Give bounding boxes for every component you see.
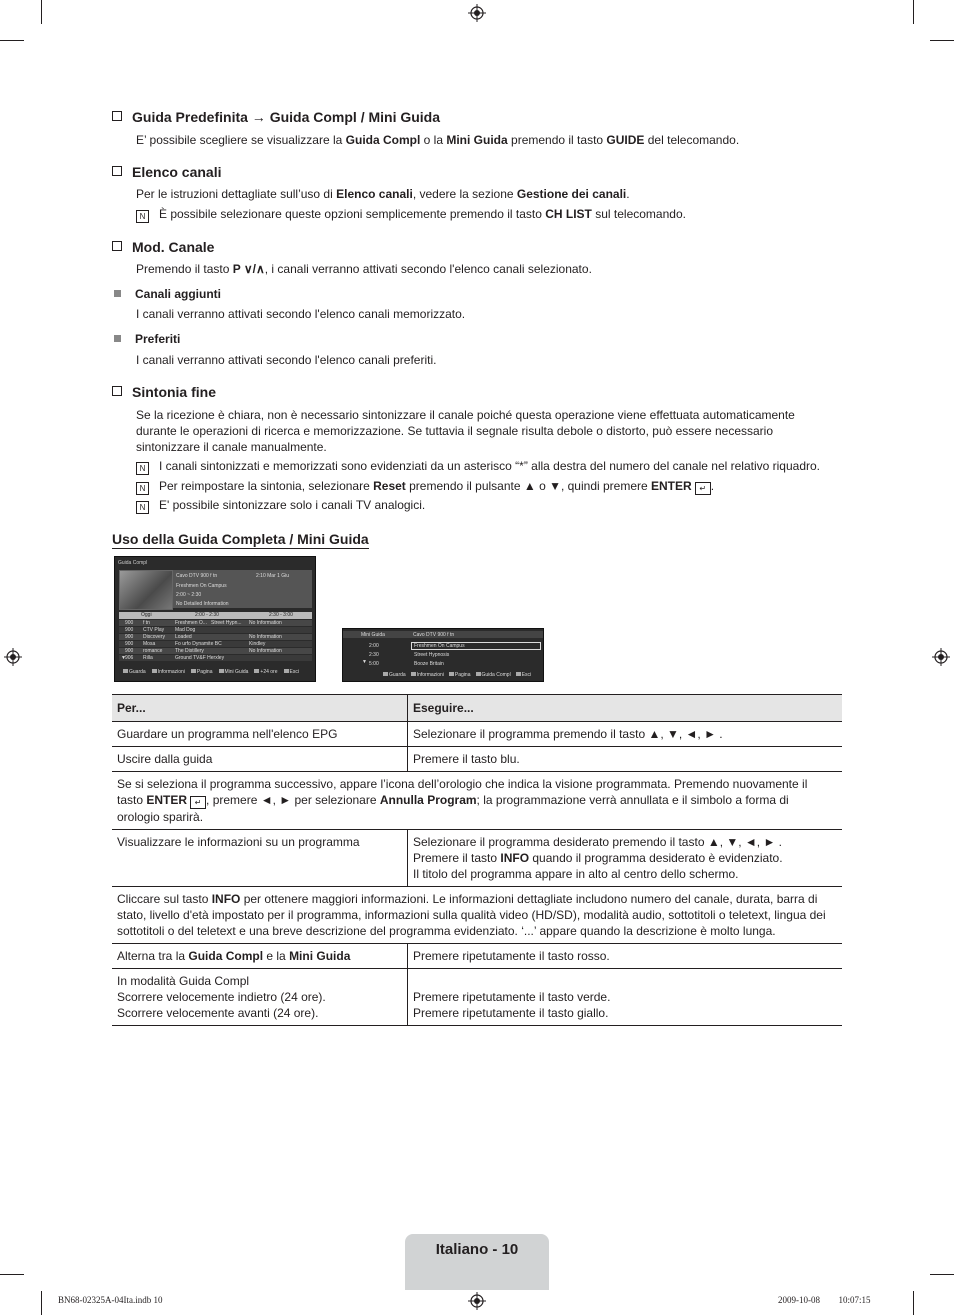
- enter-icon: ↵: [695, 482, 711, 495]
- text: durante le operazioni di ricerca e memorizzazione. Se tuttavia il segnale risulta debole o distorto, può essere necessario: [136, 424, 774, 438]
- mini-time: 5:00: [369, 661, 379, 667]
- text-bold: Guida Compl: [345, 133, 421, 147]
- footer-label: Esci: [521, 672, 532, 678]
- crop-mark: [0, 1274, 24, 1275]
- table-cell-wide: [112, 887, 842, 944]
- text: In modalità Guida Compl: [117, 974, 250, 988]
- text: Scorrere velocemente indietro (24 ore).: [117, 990, 326, 1004]
- table-row: [112, 887, 842, 944]
- text-bold: ENTER: [146, 793, 188, 807]
- grid-cell: Fo urfo Dynamite BC: [175, 641, 222, 647]
- mini-title: Mini Guida: [361, 632, 385, 638]
- grid-cell: Mosa: [143, 641, 156, 647]
- table-header-cell: Per...: [112, 695, 408, 722]
- text: premendo il pulsante ▲ o ▼, quindi premere: [405, 479, 652, 493]
- grid-cell: 900: [125, 627, 134, 633]
- scroll-down-icon: ▼: [121, 655, 126, 661]
- text: .: [626, 187, 630, 201]
- text: Scorrere velocemente avanti (24 ore).: [117, 1006, 319, 1020]
- grid-cell: The Distillery: [175, 648, 204, 654]
- table-row: [112, 830, 842, 887]
- text: per ottenere maggiori informazioni. Le informazioni dettagliate includono numero del canale, durata, barra di stato, livello d'età impostato per il programma, informazioni sulla qualità video (HD/SD), modalità audio, sottotitoli o teletext, lingua dei sottotitoli o del teletext e una breve descrizione del programma evidenziato. ‘...’ appare quando la descrizione è molto lunga.: [117, 892, 826, 938]
- text: sul telecomando.: [591, 207, 686, 221]
- footer-label: Pagina: [454, 672, 471, 678]
- mini-program: Booze Britain: [414, 661, 444, 667]
- footer-label: +24 ore: [260, 669, 278, 675]
- text-bold: Guida Compl: [188, 949, 264, 963]
- table-cell-wide: [112, 772, 842, 830]
- text: Selezionare il programma desiderato premendo il tasto ▲, ▼, ◄, ► .: [413, 835, 782, 849]
- grid-cell: No Information: [249, 634, 282, 640]
- table-cell: [112, 944, 408, 969]
- crop-mark: [0, 40, 24, 41]
- note-icon: N: [136, 210, 149, 223]
- table-header: [112, 695, 842, 722]
- text: Preferiti: [135, 332, 181, 346]
- footer-button-icon: [191, 669, 196, 673]
- subsection-title: [114, 287, 221, 301]
- section-title-sintonia-fine: [112, 384, 216, 400]
- text-bold: Gestione dei canali: [516, 187, 627, 201]
- table-cell: Selezionare il programma premendo il tasto ▲, ▼, ◄, ► .: [408, 722, 843, 747]
- spacer: [413, 973, 837, 989]
- subsection-body: I canali verranno attivati secondo l'elenco canali preferiti.: [136, 353, 437, 367]
- text-bold: Mini Guida: [446, 133, 508, 147]
- table-row: [112, 969, 842, 1026]
- mini-time: 2:30: [369, 652, 379, 658]
- page-number: Italiano - 10: [435, 1241, 519, 1258]
- grid-cell: Kindley: [249, 641, 266, 647]
- screen-footer: [123, 668, 313, 676]
- section-title-text: Sintonia fine: [132, 384, 216, 400]
- text: Premendo il tasto: [136, 262, 233, 276]
- registration-mark-icon: [4, 648, 22, 666]
- text-bold: INFO: [211, 892, 241, 906]
- screen-mini-guida: [342, 628, 544, 682]
- table-row: [112, 747, 842, 772]
- table-cell: Premere ripetutamente il tasto rosso.: [408, 944, 843, 969]
- screen-program: Freshmen On Campus: [176, 583, 227, 589]
- grid-cell: 900: [125, 620, 134, 626]
- note: [136, 497, 425, 514]
- crop-mark: [913, 0, 914, 24]
- text: Premere ripetutamente il tasto giallo.: [413, 1006, 609, 1020]
- table-row: [112, 772, 842, 830]
- footer-button-icon: [219, 669, 224, 673]
- screen-info: No Detailed Information: [176, 601, 229, 607]
- text: Se si seleziona il programma successivo, appare l’icona dell’orologio che indica la visione programmata. Premendo nuovamente il tasto: [117, 777, 808, 807]
- grid-head-day: Oggi: [141, 612, 152, 618]
- page-number-tab: [405, 1234, 549, 1290]
- text: Il titolo del programma appare in alto al centro dello schermo.: [413, 867, 739, 881]
- footer-item: [476, 672, 511, 678]
- footer-item: [152, 669, 185, 675]
- footer-item: [516, 672, 531, 678]
- text: Cliccare sul tasto: [117, 892, 212, 906]
- grid-cell: Ground TV&F Herxley: [175, 655, 225, 661]
- table-cell: Visualizzare le informazioni su un programma: [112, 830, 408, 887]
- crop-mark: [930, 1274, 954, 1275]
- text: Premere ripetutamente il tasto verde.: [413, 990, 611, 1004]
- section-body: [136, 186, 841, 202]
- grid-head-time: 2:00 - 2:30: [195, 612, 219, 618]
- grid-cell: 900: [125, 641, 134, 647]
- table-row: [112, 944, 842, 969]
- screen-guida-compl: [114, 556, 316, 682]
- text: Se la ricezione è chiara, non è necessario sintonizzare il canale poiché questa operazione viene effettuata automaticamente: [136, 408, 795, 422]
- checkbox-bullet-icon: [112, 386, 122, 396]
- text: ; la programmazione verrà annullata e il simbolo a forma di orologio sparirà.: [117, 793, 789, 824]
- mini-footer: [383, 671, 541, 679]
- text-bold: INFO: [500, 851, 530, 865]
- text: sintonizzare il canale manualmente.: [136, 440, 327, 454]
- table-cell: Premere il tasto blu.: [408, 747, 843, 772]
- table-cell: [408, 830, 843, 887]
- square-bullet-icon: [114, 290, 121, 297]
- screen-date: 2:10 Mar 1 Giu: [256, 573, 290, 579]
- note-icon: N: [136, 482, 149, 495]
- text-bold: P ∨/∧: [232, 262, 265, 276]
- grid-cell: Rilla: [143, 655, 153, 661]
- note: [136, 478, 714, 495]
- enter-icon: ↵: [190, 796, 206, 809]
- grid-cell: 906: [125, 655, 134, 661]
- subtitle: Uso della Guida Completa / Mini Guida: [112, 531, 369, 547]
- note: [136, 458, 820, 475]
- footer-label: Guarda: [129, 669, 146, 675]
- footer-button-icon: [476, 672, 481, 676]
- table-cell: Guardare un programma nell'elenco EPG: [112, 722, 408, 747]
- grid-cell: CTV Play: [143, 627, 165, 633]
- crop-mark: [41, 0, 42, 24]
- grid-cell: f tn: [143, 620, 150, 626]
- footer-label: Informazioni: [157, 669, 185, 675]
- section-body: [136, 132, 841, 148]
- text: È possibile selezionare queste opzioni semplicemente premendo il tasto: [159, 207, 546, 221]
- text: Canali aggiunti: [135, 287, 222, 301]
- footer-label: Informazioni: [416, 672, 444, 678]
- text-bold: Elenco canali: [336, 187, 413, 201]
- section-title-text: Guida Predefinita → Guida Compl / Mini Guida: [132, 109, 441, 125]
- text: Per le istruzioni dettagliate sull’uso di: [136, 187, 337, 201]
- mini-time: 2:00: [369, 643, 379, 649]
- grid-cell: Freshmen O...: [175, 620, 207, 626]
- table-header-cell: Eseguire...: [408, 695, 843, 722]
- footer-button-icon: [411, 672, 416, 676]
- note-icon: N: [136, 501, 149, 514]
- table-cell: Uscire dalla guida: [112, 747, 408, 772]
- text: Alterna tra la: [117, 949, 189, 963]
- subsection-title: [114, 332, 180, 346]
- text: .: [710, 479, 715, 493]
- text-bold: Mini Guida: [289, 949, 351, 963]
- text: E’ possibile scegliere se visualizzare la: [136, 133, 346, 147]
- footer-item: [284, 669, 299, 675]
- section-title-text: Mod. Canale: [132, 239, 215, 255]
- subsection-body: I canali verranno attivati secondo l'elenco canali memorizzato.: [136, 307, 466, 321]
- text-bold: GUIDE: [606, 133, 645, 147]
- footer-label: Guarda: [389, 672, 406, 678]
- footer-button-icon: [383, 672, 388, 676]
- grid-cell: 900: [125, 648, 134, 654]
- grid-cell: Street Hypn...: [211, 620, 242, 626]
- text: E' possibile sintonizzare solo i canali TV analogici.: [159, 498, 426, 512]
- text: , premere ◄, ► per selezionare: [206, 793, 380, 807]
- checkbox-bullet-icon: [112, 111, 122, 121]
- footer-label: Esci: [289, 669, 299, 675]
- instructions-table: [112, 694, 842, 1026]
- text-bold: CH LIST: [545, 207, 592, 221]
- grid-head-time: 2:30 - 3:00: [269, 612, 293, 618]
- grid-cell: No Information: [249, 648, 282, 654]
- text: premendo il tasto: [507, 133, 607, 147]
- text: quando il programma desiderato è evidenziato.: [529, 851, 783, 865]
- footer-button-icon: [284, 669, 289, 673]
- grid-cell: No Information: [249, 620, 282, 626]
- footer-label: Guida Compl: [481, 672, 511, 678]
- grid-cell: Discovery: [143, 634, 165, 640]
- section-title-elenco-canali: [112, 164, 221, 180]
- text: e la: [263, 949, 290, 963]
- mini-program: Street Hypnosis: [414, 652, 450, 658]
- registration-mark-icon: [468, 1292, 486, 1310]
- crop-mark: [913, 1291, 914, 1315]
- note: [136, 206, 686, 223]
- section-title-mod-canale: [112, 239, 214, 255]
- text: o la: [420, 133, 447, 147]
- text: , i canali verranno attivati secondo l'elenco canali selezionato.: [264, 262, 592, 276]
- table-cell: [408, 969, 843, 1026]
- text-bold: Reset: [373, 479, 406, 493]
- mini-program: Freshmen On Campus: [414, 643, 465, 649]
- checkbox-bullet-icon: [112, 166, 122, 176]
- screen-channel: Cavo DTV 900 f tn: [176, 573, 218, 579]
- preview-thumbnail: [119, 570, 173, 610]
- note-icon: N: [136, 462, 149, 475]
- footer-button-icon: [152, 669, 157, 673]
- screen-title: Guida Compl: [118, 560, 148, 566]
- section-title-guida-predefinita: [112, 109, 440, 125]
- footer-label: Pagina: [196, 669, 213, 675]
- text: I canali sintonizzati e memorizzati sono evidenziati da un asterisco “*” alla destra del numero del canale nel relativo riquadro.: [159, 459, 821, 473]
- footer-item: [449, 672, 471, 678]
- footer-item: [254, 669, 277, 675]
- text: , vedere la sezione: [412, 187, 517, 201]
- text: Premere il tasto: [413, 851, 501, 865]
- footer-item: [123, 669, 146, 675]
- table-row: [112, 722, 842, 747]
- mini-channel: Cavo DTV 900 f tn: [413, 632, 455, 638]
- screen-time: 2:00 ~ 2:30: [176, 592, 202, 598]
- footer-item: [191, 669, 213, 675]
- grid-cell: 900: [125, 634, 134, 640]
- grid-cell: romance: [143, 648, 163, 654]
- scroll-down-icon: ▼: [362, 659, 367, 665]
- grid-cell: Loaded: [175, 634, 192, 640]
- footer-label: Mini Guida: [224, 669, 249, 675]
- section-body: [136, 407, 841, 455]
- footer-button-icon: [449, 672, 454, 676]
- footer-button-icon: [254, 669, 259, 673]
- footer-item: [411, 672, 444, 678]
- text-line: [413, 850, 837, 866]
- footer-button-icon: [516, 672, 521, 676]
- text: del telecomando.: [644, 133, 740, 147]
- table-cell: [112, 969, 408, 1026]
- print-stamp: 2009-10-08 ￿￿ 10:07:15: [778, 1295, 871, 1305]
- registration-mark-icon: [932, 648, 950, 666]
- footer-item: [383, 672, 406, 678]
- registration-mark-icon: [468, 4, 486, 22]
- grid-cell: Mad Dog: [175, 627, 196, 633]
- crop-mark: [930, 40, 954, 41]
- footer-button-icon: [123, 669, 128, 673]
- crop-mark: [41, 1291, 42, 1315]
- section-title-text: Elenco canali: [132, 164, 222, 180]
- text: Per reimpostare la sintonia, selezionare: [159, 479, 374, 493]
- footer-item: [219, 669, 249, 675]
- checkbox-bullet-icon: [112, 241, 122, 251]
- text-bold: ENTER: [651, 479, 692, 493]
- text-bold: Annulla Program: [379, 793, 477, 807]
- file-name: BN68-02325A-04Ita.indb 10: [58, 1295, 163, 1305]
- section-body: [136, 261, 841, 277]
- square-bullet-icon: [114, 335, 121, 342]
